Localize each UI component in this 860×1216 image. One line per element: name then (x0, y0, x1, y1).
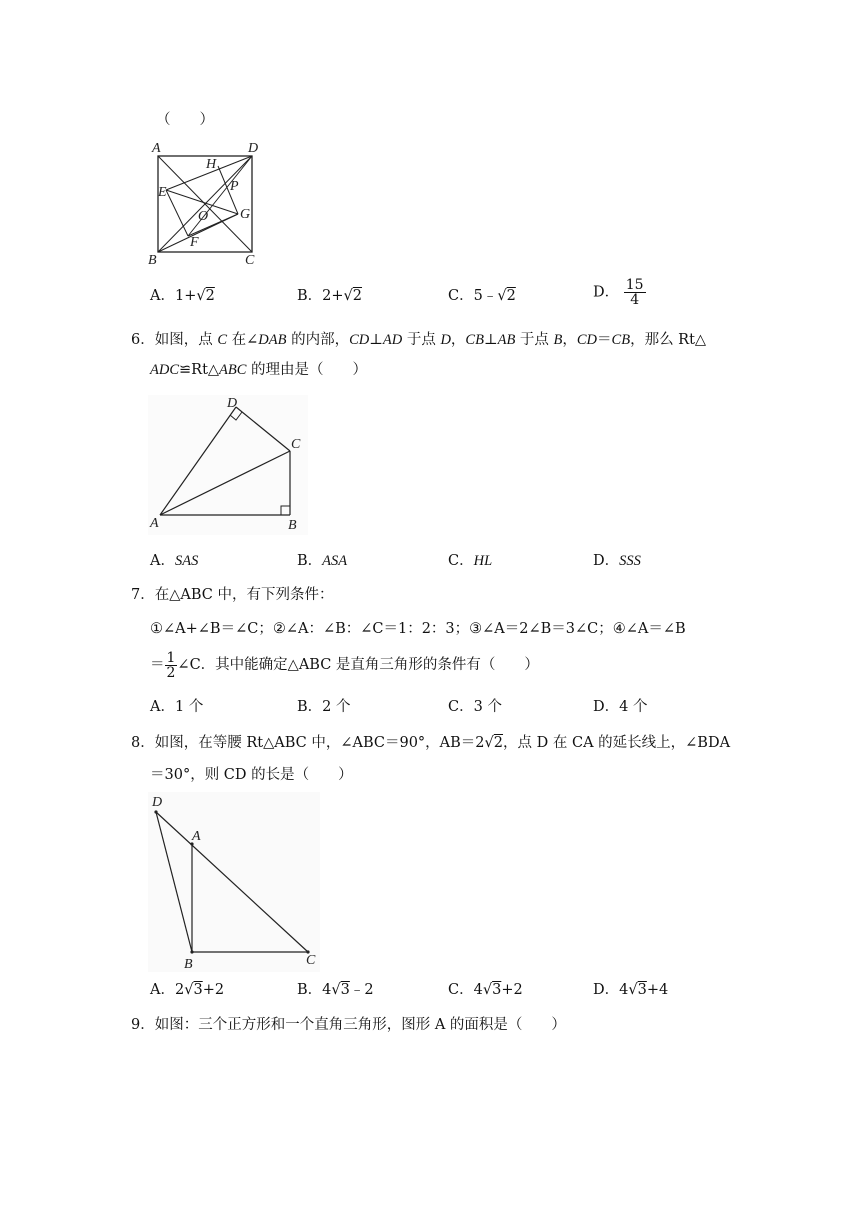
option-text: +2 (501, 982, 523, 998)
text: AD (382, 332, 403, 348)
q8-diagram (148, 792, 320, 972)
label-A: A (150, 516, 159, 531)
label-E: E (158, 185, 167, 200)
option-letter: C． (448, 288, 474, 304)
question-text: ∠C．其中能确定△ABC 是直角三角形的条件有（ ） (177, 657, 539, 673)
label-C: C (306, 953, 316, 968)
sqrt-icon: √3 (331, 982, 350, 998)
option-letter: B． (297, 982, 323, 998)
text: DAB (258, 332, 287, 348)
text: AB (497, 332, 516, 348)
q5-answer-paren: （ ） (156, 112, 214, 128)
option-text: 4 (322, 982, 332, 998)
denominator: 2 (166, 664, 176, 681)
sqrt-icon: √2 (484, 735, 504, 751)
radicand: 2 (506, 288, 516, 304)
option-letter: A． (150, 553, 175, 569)
label-O: O (198, 209, 209, 224)
question-text: 如图：三个正方形和一个直角三角形，图形 A 的面积是（ ） (154, 1017, 566, 1033)
question-text: 如图，在等腰 Rt△ABC 中，∠ABC＝90°，AB＝2 (154, 735, 485, 751)
sqrt-icon: √3 (184, 982, 203, 998)
question-number: 8． (131, 735, 155, 751)
sqrt-icon: √2 (343, 288, 363, 304)
option-text: 1 个 (174, 699, 204, 715)
option-letter: C． (448, 553, 474, 569)
option-text: +2 (202, 982, 225, 998)
q6-option-b[interactable] (297, 551, 347, 571)
radicand: 2 (352, 288, 363, 304)
question-number: 7． (131, 587, 155, 603)
radicand: 3 (637, 982, 647, 998)
q7-line2: ①∠A+∠B＝∠C；②∠A：∠B：∠C＝1：2：3；③∠A＝2∠B＝3∠C；④∠A＝∠B (150, 621, 686, 637)
label-D: D (248, 141, 259, 156)
q6-line1 (131, 330, 706, 350)
q6-line2 (150, 360, 367, 380)
radicand: 3 (193, 982, 203, 998)
sqrt-icon: √3 (628, 982, 647, 998)
option-text: 4 (473, 982, 483, 998)
text: CD (576, 332, 598, 348)
option-text: 5﹣ (473, 288, 498, 304)
option-letter: A． (150, 288, 175, 304)
option-text: 4 (619, 982, 629, 998)
text: C (217, 332, 228, 348)
option-text: 2+ (322, 288, 344, 304)
option-text: 3 个 (473, 699, 502, 715)
text: ≌Rt△ (179, 362, 220, 378)
option-text: SAS (174, 553, 199, 569)
sqrt-icon: √3 (482, 982, 502, 998)
q6-option-c[interactable] (448, 551, 492, 571)
numerator: 1 (166, 649, 176, 666)
q6-option-d[interactable] (593, 551, 641, 571)
question-text: 在△ABC 中，有下列条件： (154, 587, 334, 603)
option-letter: D． (593, 982, 620, 998)
option-text: 2 个 (322, 699, 351, 715)
q8-figure-triangle (148, 792, 320, 976)
q7-line3 (150, 650, 539, 680)
label-B: B (288, 518, 297, 533)
label-C: C (245, 253, 255, 268)
label-A: A (192, 829, 201, 844)
q8-option-b[interactable] (297, 980, 374, 1000)
text: ⊥ (483, 332, 498, 348)
option-letter: B． (297, 553, 323, 569)
fraction-one-half (165, 651, 178, 680)
label-B: B (184, 957, 193, 972)
radicand: 2 (493, 735, 504, 751)
q8-line2: ＝30°，则 CD 的长是（ ） (150, 767, 353, 783)
q8-option-d[interactable] (593, 980, 668, 1000)
label-B: B (148, 253, 157, 268)
q8-option-c[interactable] (448, 980, 523, 1000)
label-F: F (190, 235, 199, 250)
sqrt-icon: √2 (196, 288, 215, 304)
q6-figure-triangles (148, 395, 308, 539)
label-D: D (227, 396, 238, 411)
q6-option-a[interactable] (150, 551, 198, 571)
q7-option-c[interactable] (448, 697, 502, 717)
fraction (624, 278, 646, 307)
option-text: HL (473, 553, 493, 569)
option-text: 2 (174, 982, 185, 998)
option-letter: D． (593, 553, 620, 569)
numerator: 15 (625, 277, 644, 293)
text: 在∠ (227, 332, 259, 348)
q5-option-d[interactable] (593, 278, 646, 307)
question-number: 9． (131, 1017, 155, 1033)
sqrt-icon: √2 (497, 288, 516, 304)
option-text: 1+ (174, 288, 197, 304)
text: CB (611, 332, 631, 348)
radicand: 3 (340, 982, 350, 998)
equals: ＝ (150, 657, 165, 673)
option-text: ASA (322, 553, 348, 569)
radicand: 2 (205, 288, 215, 304)
q5-square-diagram (148, 140, 268, 270)
option-letter: B． (297, 699, 323, 715)
text: ， (562, 332, 577, 348)
text: ， (450, 332, 466, 348)
radicand: 3 (492, 982, 502, 998)
q6-diagram (148, 395, 308, 535)
text: ⊥ (369, 332, 383, 348)
option-text: 4 个 (619, 699, 648, 715)
q7-option-a[interactable] (150, 697, 203, 717)
q8-line1 (131, 733, 730, 753)
option-text: ﹣2 (349, 982, 374, 998)
option-text: +4 (646, 982, 669, 998)
text: ADC (150, 362, 179, 378)
q5-option-c[interactable] (448, 286, 516, 306)
q5-option-b[interactable] (297, 286, 362, 306)
text: ，那么 Rt△ (630, 332, 707, 348)
q7-option-b[interactable] (297, 697, 351, 717)
q5-figure-square (148, 140, 268, 274)
text: CD (349, 332, 370, 348)
text: 的理由是（ ） (246, 362, 368, 378)
q7-option-d[interactable] (593, 697, 647, 717)
option-letter: B． (297, 288, 323, 304)
question-number: 6． (131, 332, 155, 348)
label-H: H (206, 157, 217, 172)
text: B (553, 332, 563, 348)
question-text: ，点 D 在 CA 的延长线上，∠BDA (503, 735, 731, 751)
option-letter: A． (150, 982, 175, 998)
option-letter: D． (593, 699, 620, 715)
label-A: A (152, 141, 161, 156)
label-D: D (152, 795, 163, 810)
text: 于点 (515, 332, 554, 348)
q8-option-a[interactable] (150, 980, 224, 1000)
text: D (440, 332, 451, 348)
text: 如图，点 (154, 332, 218, 348)
text: 的内部， (286, 332, 350, 348)
text: CB (465, 332, 484, 348)
q5-option-a[interactable] (150, 286, 215, 306)
option-text: SSS (619, 553, 641, 569)
option-letter: D． (593, 284, 620, 301)
option-letter: A． (150, 699, 175, 715)
option-letter: C． (448, 699, 474, 715)
q9-line1 (131, 1015, 566, 1035)
text: 于点 (402, 332, 441, 348)
label-G: G (240, 207, 251, 222)
label-C: C (291, 437, 301, 452)
option-letter: C． (448, 982, 474, 998)
q7-line1 (131, 585, 333, 605)
denominator: 4 (630, 292, 640, 308)
text: ＝ (597, 332, 612, 348)
text: ABC (219, 362, 247, 378)
label-P: P (230, 179, 239, 194)
